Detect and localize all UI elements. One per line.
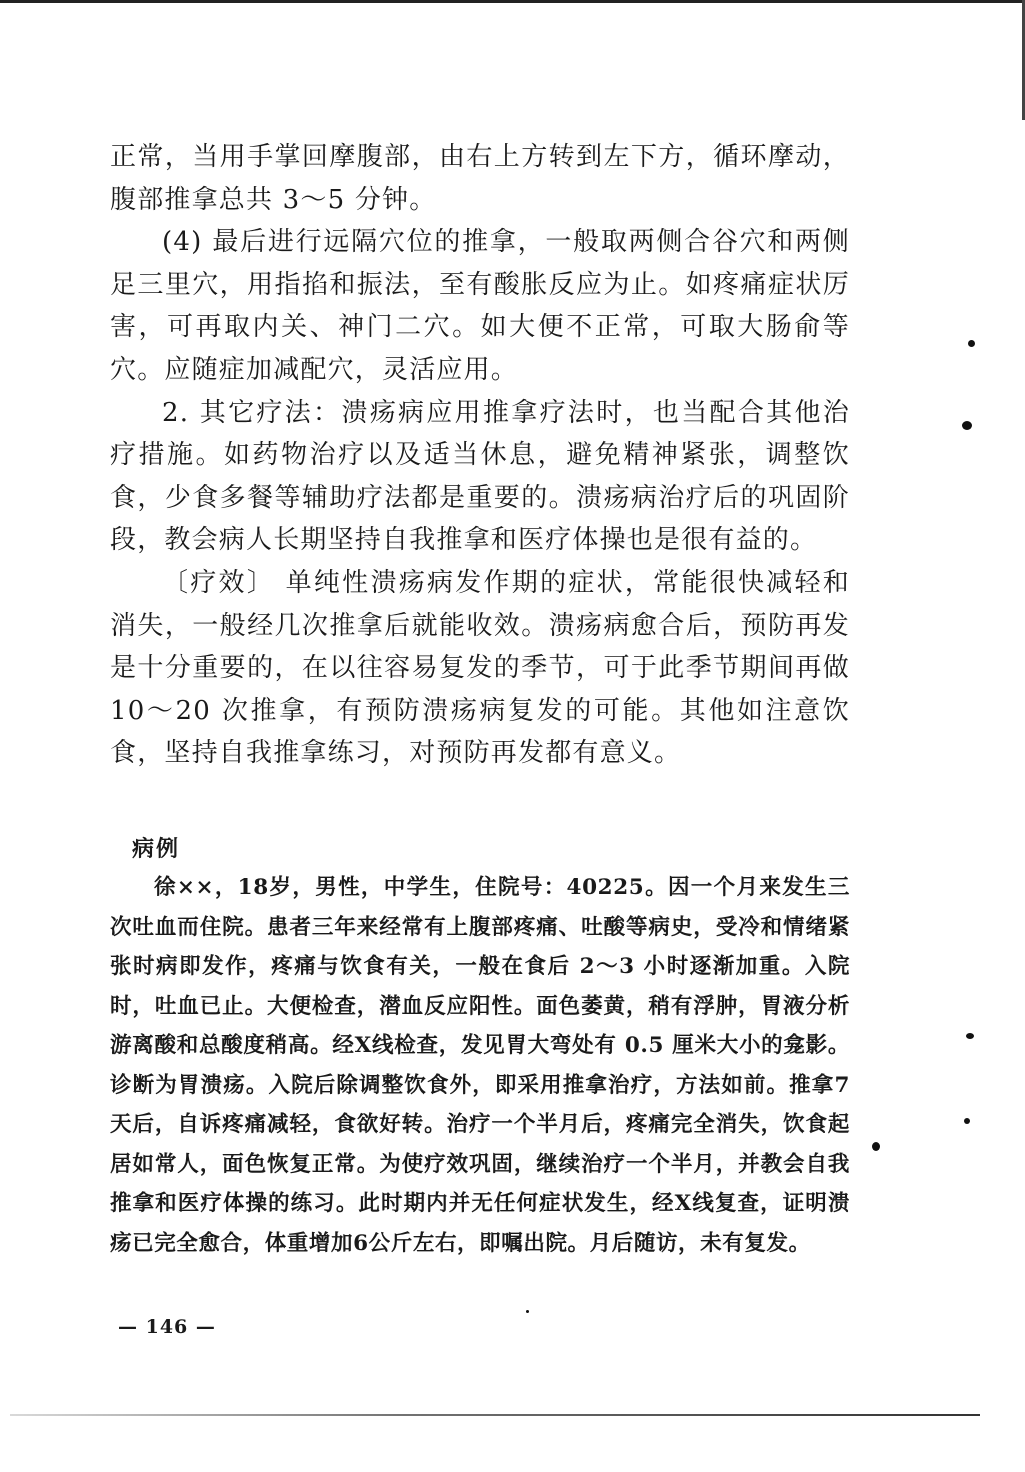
scan-speck — [962, 421, 972, 430]
scan-speck — [526, 1310, 529, 1313]
scan-bottom-rule — [10, 1414, 980, 1416]
case-paragraph: 徐××，18岁，男性，中学生，住院号：40225。因一个月来发生三次吐血而住院。患者三年来经常有上腹部疼痛、吐酸等病史，受冷和情绪紧张时病即发作，疼痛与饮食有关，一般在食后 2～3 小时逐渐加重。入院时，吐血已止。大便检查，潜血反应阳性。面色萎黄，稍有浮肿，胃液分析游离酸和总酸度稍高。经X线检查，发见胃大弯处有 0.5 厘米大小的龛影。诊断为胃溃疡。入院后除调整饮食外，即采用推拿治疗，方法如前。推拿7天后，自诉疼痛减轻，食欲好转。治疗一个半月后，疼痛完全消失，饮食起居如常人，面色恢复正常。为使疗效巩固，继续治疗一个半月，并教会自我推拿和医疗体操的练习。此时期内并无任何症状发生，经X线复查，证明溃疡已完全愈合，体重增加6公斤左右，即嘱出院。月后随访，未有复发。 — [110, 875, 850, 1256]
case-heading: 病例 — [132, 837, 181, 862]
case-section — [110, 868, 850, 1263]
scan-speck — [966, 1033, 974, 1039]
paragraph-efficacy: 〔疗效〕 单纯性溃疡病发作期的症状，常能很快减轻和消失，一般经几次推拿后就能收效。溃疡病愈合后，预防再发是十分重要的，在以往容易复发的季节，可于此季节期间再做 10～20 次推拿，有预防溃疡病复发的可能。其他如注意饮食，坚持自我推拿练习，对预防再发都有意义。 — [110, 567, 850, 769]
paragraph-acupoints: (4) 最后进行远隔穴位的推拿，一般取两侧合谷穴和两侧足三里穴，用指掐和振法，至有酸胀反应为止。如疼痛症状厉害，可再取内关、神门二穴。如大便不正常，可取大肠俞等穴。应随症加减配穴，灵活应用。 — [110, 227, 850, 385]
paragraph-continuation: 正常，当用手掌回摩腹部，由右上方转到左下方，循环摩动，腹部推拿总共 3～5 分钟。 — [110, 142, 850, 215]
scan-top-border — [0, 0, 1025, 3]
scan-speck — [968, 340, 975, 347]
page-number: — 146 — — [118, 1316, 216, 1338]
scan-speck — [964, 1118, 970, 1124]
scan-speck — [872, 1142, 880, 1151]
body-text — [110, 136, 850, 775]
paragraph-other-therapies: 2. 其它疗法：溃疡病应用推拿疗法时，也当配合其他治疗措施。如药物治疗以及适当休息，避免精神紧张，调整饮食，少食多餐等辅助疗法都是重要的。溃疡病治疗后的巩固阶段，教会病人长期坚持自我推拿和医疗体操也是很有益的。 — [110, 397, 850, 556]
